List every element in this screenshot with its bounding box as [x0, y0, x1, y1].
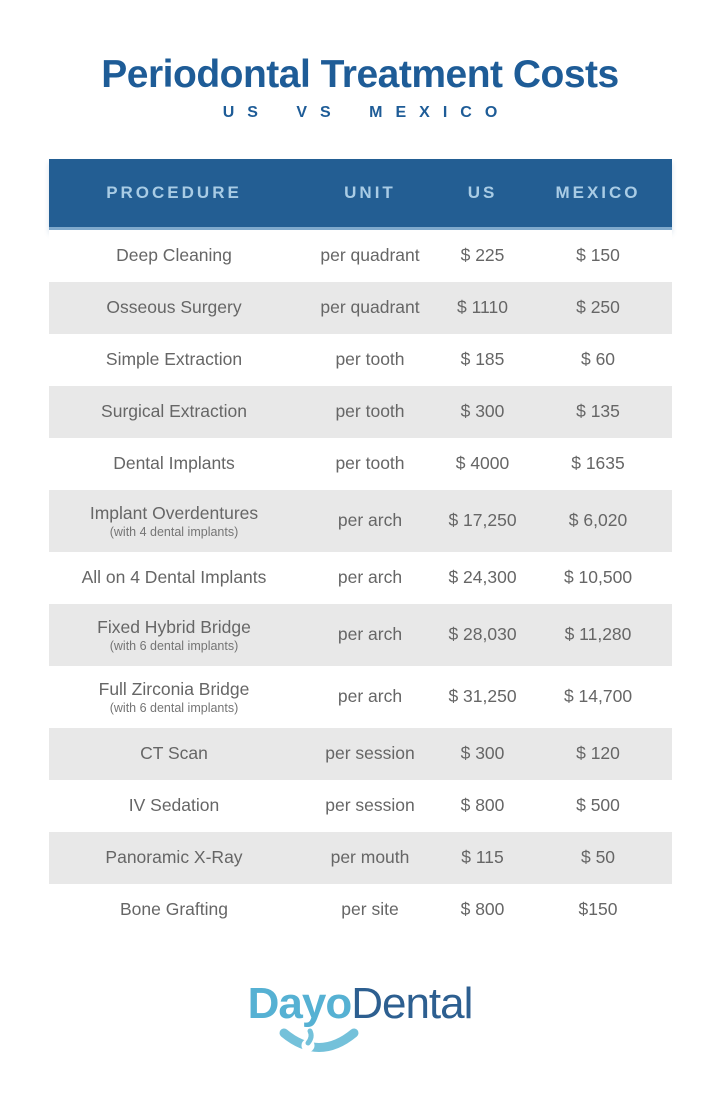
procedure-cell [49, 679, 299, 715]
procedure-name: Panoramic X-Ray [105, 847, 243, 868]
us-price-cell: $ 31,250 [448, 686, 517, 707]
column-header-procedure: PROCEDURE [106, 182, 242, 202]
unit-cell: per quadrant [320, 245, 420, 266]
procedure-name: Surgical Extraction [101, 401, 247, 422]
mexico-price-cell: $ 11,280 [564, 624, 632, 645]
procedure-cell [49, 617, 299, 653]
unit-cell: per session [325, 743, 415, 764]
mexico-price-cell: $ 50 [580, 847, 616, 868]
logo-text-dental: Dental [351, 978, 473, 1028]
us-price-cell: $ 300 [460, 401, 505, 422]
procedure-cell [49, 795, 299, 816]
table-row [49, 334, 672, 386]
page-title: Periodontal Treatment Costs [101, 53, 619, 96]
logo-text-dayo: Dayo [247, 978, 352, 1028]
mexico-price-cell: $ 250 [576, 297, 620, 318]
procedure-name: Dental Implants [113, 453, 235, 474]
procedure-name: Simple Extraction [105, 349, 243, 370]
unit-cell: per mouth [330, 847, 410, 868]
procedure-cell [49, 453, 299, 474]
procedure-cell [49, 401, 299, 422]
dayo-dental-logo [247, 978, 473, 1028]
procedure-name: Implant Overdentures [89, 502, 259, 523]
table-row [49, 386, 672, 438]
procedure-cell [49, 245, 299, 266]
unit-cell: per site [341, 899, 399, 920]
table-row [49, 666, 672, 728]
procedure-cell [49, 847, 299, 868]
procedure-cell [49, 899, 299, 920]
mexico-price-cell: $ 6,020 [568, 510, 628, 531]
mexico-price-cell: $150 [578, 899, 618, 920]
table-row [49, 604, 672, 666]
procedure-cell [49, 743, 299, 764]
table-row [49, 780, 672, 832]
procedure-name: Full Zirconia Bridge [98, 678, 250, 699]
table-row [49, 552, 672, 604]
procedure-name: Deep Cleaning [116, 245, 232, 266]
procedure-name: Osseous Surgery [106, 297, 242, 318]
us-price-cell: $ 17,250 [448, 510, 517, 531]
unit-cell: per tooth [335, 453, 405, 474]
mexico-price-cell: $ 14,700 [563, 686, 633, 707]
us-price-cell: $ 4000 [455, 453, 510, 474]
unit-cell: per quadrant [320, 297, 420, 318]
page-subtitle: US VS MEXICO [222, 103, 511, 121]
unit-cell: per tooth [335, 401, 405, 422]
unit-cell: per arch [337, 624, 403, 645]
us-price-cell: $ 24,300 [448, 567, 517, 588]
mexico-price-cell: $ 1635 [571, 453, 625, 474]
table-row [49, 282, 672, 334]
mexico-price-cell: $ 150 [576, 245, 620, 266]
mexico-price-cell: $ 60 [580, 349, 616, 370]
mexico-price-cell: $ 10,500 [563, 567, 633, 588]
unit-cell: per arch [337, 567, 403, 588]
procedure-note: (with 6 dental implants) [109, 638, 239, 653]
procedure-cell [49, 297, 299, 318]
table-row [49, 490, 672, 552]
table-body [49, 230, 672, 936]
mexico-price-cell: $ 500 [576, 795, 620, 816]
table-row [49, 884, 672, 936]
procedure-cell [49, 503, 299, 539]
procedure-note: (with 4 dental implants) [109, 524, 239, 539]
us-price-cell: $ 28,030 [448, 624, 517, 645]
table-row [49, 728, 672, 780]
procedure-cell [49, 349, 299, 370]
us-price-cell: $ 185 [460, 349, 505, 370]
procedure-cell [49, 567, 299, 588]
table-row [49, 438, 672, 490]
procedure-name: All on 4 Dental Implants [81, 567, 267, 588]
column-header-us: US [467, 182, 498, 202]
procedure-name: IV Sedation [128, 795, 220, 816]
table-row [49, 832, 672, 884]
costs-table [49, 159, 672, 936]
procedure-note: (with 6 dental implants) [109, 700, 239, 715]
table-header-row [49, 159, 672, 230]
us-price-cell: $ 1110 [457, 297, 508, 318]
procedure-name: Fixed Hybrid Bridge [97, 616, 251, 637]
us-price-cell: $ 800 [460, 795, 505, 816]
smile-arc-icon [277, 1026, 361, 1058]
unit-cell: per arch [337, 510, 403, 531]
us-price-cell: $ 115 [461, 847, 504, 868]
unit-cell: per session [325, 795, 415, 816]
unit-cell: per arch [337, 686, 403, 707]
us-price-cell: $ 800 [460, 899, 505, 920]
us-price-cell: $ 225 [460, 245, 505, 266]
column-header-unit: UNIT [344, 182, 396, 202]
us-price-cell: $ 300 [460, 743, 505, 764]
table-row [49, 230, 672, 282]
column-header-mexico: MEXICO [555, 182, 641, 202]
procedure-name: Bone Grafting [120, 899, 228, 920]
procedure-name: CT Scan [140, 743, 208, 764]
mexico-price-cell: $ 120 [576, 743, 620, 764]
footer [0, 978, 720, 1028]
mexico-price-cell: $ 135 [576, 401, 620, 422]
unit-cell: per tooth [335, 349, 405, 370]
